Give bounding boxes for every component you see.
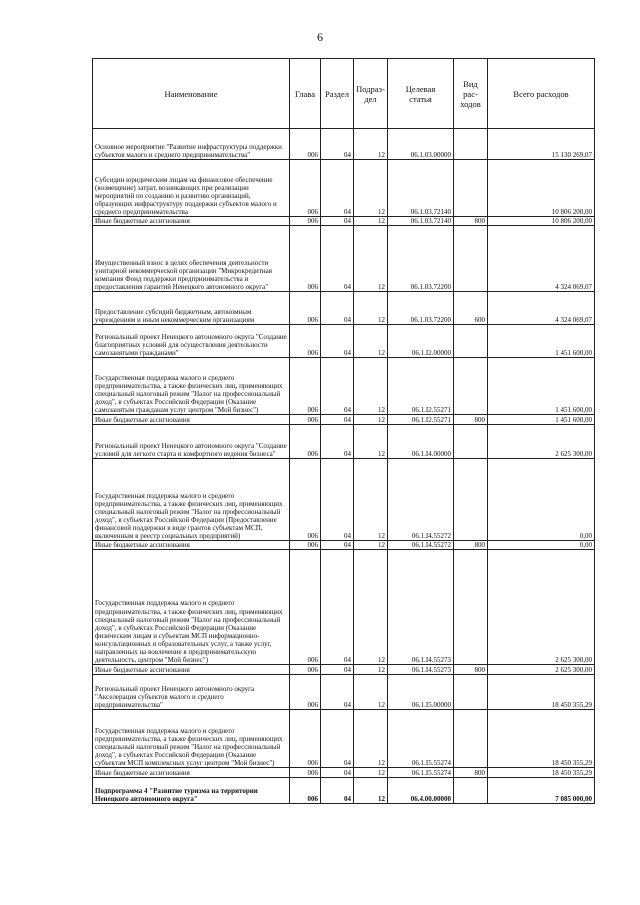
table-row [93,710,595,768]
row-subsection-cell: 12 [354,541,388,550]
row-section-cell: 04 [321,415,354,425]
row-target-article-cell: 06.1.I2.55271 [388,358,454,415]
table-row [93,541,595,550]
row-chapter-cell: 006 [290,129,321,160]
row-name-cell: Предоставление субсидий бюджетным, автономным учреждениям и иным некоммерческим организациям [93,292,290,325]
row-total-cell: 1 451 600,00 [488,415,595,425]
row-total-cell: 10 806 200,00 [488,160,595,217]
row-name-cell: Государственная поддержка малого и среднего предпринимательства, а также физических лиц, применяющих специальный налоговый режим "Налог на профессиональный доход", в субъектах Российской Федерации (Предоставление финансовой поддержки в виде грантов субъектам МСП, включенным в реестр социальных предприятий) [93,459,290,541]
row-section-cell: 04 [321,778,354,804]
header-expense-type: Вид рас- ходов [454,59,488,129]
row-subsection-cell: 12 [354,325,388,358]
row-expense-type-cell [454,710,488,768]
row-target-article-cell: 06.1.03.72200 [388,292,454,325]
row-total-cell: 0,00 [488,459,595,541]
row-expense-type-cell: 800 [454,768,488,778]
row-name-cell: Государственная поддержка малого и среднего предпринимательства, а также физических лиц, применяющих специальный налоговый режим "Налог на профессиональный доход", в субъектах Российской Федерации (Оказание самозанятым гражданам услуг центром "Мой бизнес") [93,358,290,415]
row-expense-type-cell [454,226,488,292]
row-target-article-cell: 06.1.I4.55273 [388,550,454,665]
row-target-article-cell: 06.1.I4.55272 [388,459,454,541]
row-target-article-cell: 06.1.I2.55271 [388,415,454,425]
table-row [93,459,595,541]
row-subsection-cell: 12 [354,292,388,325]
row-chapter-cell: 006 [290,226,321,292]
row-name-cell: Региональный проект Ненецкого автономного округа "Создание условий для легкого старта и комфортного ведения бизнеса" [93,425,290,459]
row-chapter-cell: 006 [290,459,321,541]
row-total-cell: 18 450 355,29 [488,710,595,768]
row-expense-type-cell: 800 [454,415,488,425]
row-name-cell: Иные бюджетные ассигнования [93,768,290,778]
row-section-cell: 04 [321,226,354,292]
row-section-cell: 04 [321,425,354,459]
row-chapter-cell: 006 [290,665,321,675]
row-chapter-cell: 006 [290,358,321,415]
row-section-cell: 04 [321,665,354,675]
table-row [93,665,595,675]
row-chapter-cell: 006 [290,425,321,459]
row-section-cell: 04 [321,459,354,541]
row-target-article-cell: 06.1.I4.55273 [388,665,454,675]
row-subsection-cell: 12 [354,710,388,768]
row-subsection-cell: 12 [354,425,388,459]
row-subsection-cell: 12 [354,665,388,675]
row-section-cell: 04 [321,160,354,217]
table-row [93,550,595,665]
row-total-cell: 2 625 300,00 [488,550,595,665]
row-subsection-cell: 12 [354,675,388,710]
row-name-cell: Подпрограмма 4 "Развитие туризма на территории Ненецкого автономного округа" [93,778,290,804]
header-section: Раздел [321,59,354,129]
row-expense-type-cell [454,425,488,459]
row-name-cell: Иные бюджетные ассигнования [93,665,290,675]
row-subsection-cell: 12 [354,160,388,217]
row-subsection-cell: 12 [354,358,388,415]
row-chapter-cell: 006 [290,710,321,768]
row-section-cell: 04 [321,675,354,710]
table-row [93,292,595,325]
table-header-row [93,59,595,129]
row-expense-type-cell: 600 [454,292,488,325]
row-chapter-cell: 006 [290,325,321,358]
row-section-cell: 04 [321,550,354,665]
row-total-cell: 1 451 600,00 [488,358,595,415]
row-chapter-cell: 006 [290,778,321,804]
row-expense-type-cell [454,550,488,665]
row-name-cell: Иные бюджетные ассигнования [93,415,290,425]
table-row [93,415,595,425]
row-subsection-cell: 12 [354,415,388,425]
row-target-article-cell: 06.1.I4.55272 [388,541,454,550]
table-row [93,217,595,226]
row-total-cell: 4 324 069,07 [488,292,595,325]
row-expense-type-cell: 800 [454,217,488,226]
row-expense-type-cell [454,325,488,358]
row-total-cell: 1 451 600,00 [488,325,595,358]
row-target-article-cell: 06.1.I4.00000 [388,425,454,459]
row-total-cell: 2 625 300,00 [488,665,595,675]
row-section-cell: 04 [321,710,354,768]
row-subsection-cell: 12 [354,778,388,804]
row-target-article-cell: 06.4.00.00000 [388,778,454,804]
header-total-expenses: Всего расходов [488,59,595,129]
row-target-article-cell: 06.1.I5.00000 [388,675,454,710]
row-target-article-cell: 06.1.I5.55274 [388,710,454,768]
header-subsection: Подраз- дел [354,59,388,129]
row-section-cell: 04 [321,358,354,415]
row-chapter-cell: 006 [290,217,321,226]
table-row [93,358,595,415]
row-subsection-cell: 12 [354,226,388,292]
row-expense-type-cell [454,358,488,415]
row-section-cell: 04 [321,541,354,550]
row-name-cell: Государственная поддержка малого и среднего предпринимательства, а также физических лиц, применяющих специальный налоговый режим "Налог на профессиональный доход", в субъектах Российской Федерации (Оказание субъектам МСП комплексных услуг центром "Мой бизнес") [93,710,290,768]
row-name-cell: Основное мероприятие "Развитие инфраструктуры поддержки субъектов малого и среднего предпринимательства" [93,129,290,160]
row-expense-type-cell [454,160,488,217]
row-chapter-cell: 006 [290,675,321,710]
table-row [93,226,595,292]
row-expense-type-cell [454,778,488,804]
row-section-cell: 04 [321,292,354,325]
row-subsection-cell: 12 [354,217,388,226]
row-name-cell: Региональный проект Ненецкого автономного округа "Акселерация субъектов малого и среднего предпринимательства" [93,675,290,710]
row-total-cell: 0,00 [488,541,595,550]
row-name-cell: Иные бюджетные ассигнования [93,541,290,550]
header-target-article: Целевая статья [388,59,454,129]
row-expense-type-cell [454,675,488,710]
row-subsection-cell: 12 [354,459,388,541]
table-row [93,778,595,804]
row-section-cell: 04 [321,768,354,778]
row-target-article-cell: 06.1.I2.00000 [388,325,454,358]
row-total-cell: 2 625 300,00 [488,425,595,459]
row-subsection-cell: 12 [354,550,388,665]
row-name-cell: Государственная поддержка малого и среднего предпринимательства, а также физических лиц, применяющих специальный налоговый режим "Налог на профессиональный доход", в субъектах Российской Федерации (Оказание физическим лицам и субъектам МСП информационно-консультационных и образовательных услуг, а также услуг, направленных на вовлечение в предпринимательскую деятельность, центром "Мой бизнес") [93,550,290,665]
row-chapter-cell: 006 [290,415,321,425]
table-row [93,675,595,710]
row-expense-type-cell [454,129,488,160]
row-subsection-cell: 12 [354,129,388,160]
row-name-cell: Субсидии юридическим лицам на финансовое обеспечение (возмещение) затрат, возникающих при реализации мероприятий по созданию и развитию организаций, образующих инфраструктуру поддержки субъектов малого и среднего предпринимательства [93,160,290,217]
row-target-article-cell: 06.1.03.72140 [388,217,454,226]
table-row [93,768,595,778]
row-section-cell: 04 [321,325,354,358]
table-row [93,129,595,160]
row-target-article-cell: 06.1.03.00000 [388,129,454,160]
row-total-cell: 4 324 069,07 [488,226,595,292]
row-expense-type-cell: 800 [454,665,488,675]
row-chapter-cell: 006 [290,541,321,550]
row-total-cell: 15 130 269,07 [488,129,595,160]
budget-expenditure-table [92,58,595,804]
row-name-cell: Региональный проект Ненецкого автономного округа "Создание благоприятных условий для осуществления деятельности самозанятыми гражданами" [93,325,290,358]
table-row [93,325,595,358]
row-section-cell: 04 [321,129,354,160]
table-row [93,425,595,459]
row-target-article-cell: 06.1.03.72200 [388,226,454,292]
row-name-cell: Иные бюджетные ассигнования [93,217,290,226]
row-total-cell: 10 806 200,00 [488,217,595,226]
row-total-cell: 7 085 000,00 [488,778,595,804]
page-number: 6 [317,30,323,44]
row-expense-type-cell [454,459,488,541]
row-total-cell: 18 450 355,29 [488,675,595,710]
row-subsection-cell: 12 [354,768,388,778]
row-chapter-cell: 006 [290,292,321,325]
row-target-article-cell: 06.1.03.72140 [388,160,454,217]
row-section-cell: 04 [321,217,354,226]
row-total-cell: 18 450 355,29 [488,768,595,778]
row-expense-type-cell: 800 [454,541,488,550]
header-chapter: Глава [290,59,321,129]
row-name-cell: Имущественный взнос в целях обеспечения деятельности унитарной некоммерческой организации "Микрокредитная компания Фонд поддержки предпринимательства и предоставления гарантий Ненецкого автономного округа" [93,226,290,292]
row-target-article-cell: 06.1.I5.55274 [388,768,454,778]
row-chapter-cell: 006 [290,160,321,217]
header-name: Наименование [93,59,290,129]
row-chapter-cell: 006 [290,550,321,665]
table-row [93,160,595,217]
row-chapter-cell: 006 [290,768,321,778]
